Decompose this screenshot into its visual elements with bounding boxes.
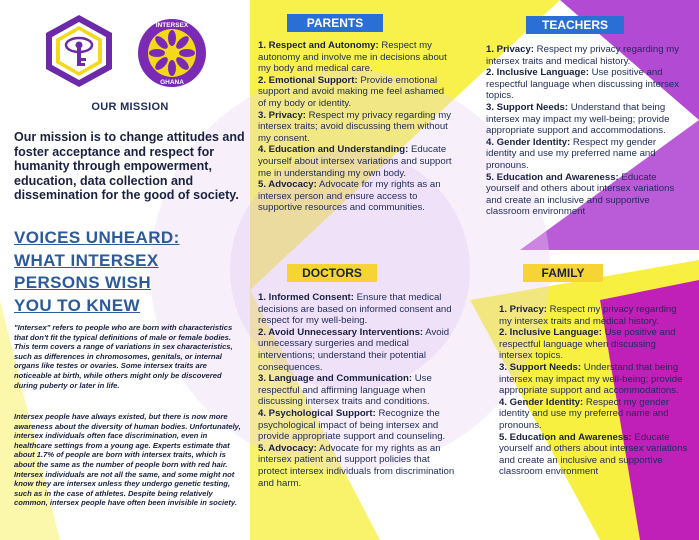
item-label: 5. Advocacy: [258,442,317,454]
list-item [258,373,458,408]
list-item [258,40,454,75]
item-label: 5. Education and Awareness: [499,431,632,443]
doctors-section [258,292,458,489]
item-text: Avoid unnecessary surgeries and medical interventions; understand their potential consequences. [258,326,450,373]
item-label: 5. Education and Awareness: [486,171,619,183]
item-text: Provide emotional support and avoid making me feel ashamed of my body or identity. [258,74,445,109]
list-item [486,67,686,102]
item-label: 1. Informed Consent: [258,292,354,303]
list-item [486,102,686,137]
item-text: Ensure that medical decisions are based on informed consent and respect for my well-being. [258,292,452,327]
list-item [499,432,689,478]
item-label: 4. Gender Identity: [486,136,571,148]
item-text: Use positive and respectful language when discussing intersex topics. [499,327,676,362]
list-item [499,397,689,432]
family-header: FAMILY [523,264,603,282]
list-item [258,179,454,214]
item-text: Respect my gender identity and use my preferred name and pronouns. [486,136,657,171]
sun-flower-seal-icon [137,18,207,88]
svg-text:GHANA: GHANA [160,79,184,86]
item-text: Understand that being intersex may impact my well-being; provide appropriate support and accommodations. [486,101,670,137]
item-text: Respect my privacy regarding my intersex traits; avoid discussing them without my consent. [258,109,452,144]
item-label: 2. Avoid Unnecessary Interventions: [258,326,424,338]
item-label: 1. Privacy: [486,44,535,55]
headline-line: YOU TO KNEW [14,295,140,315]
list-item [258,327,458,373]
item-label: 1. Privacy: [499,304,548,315]
list-item [499,327,689,362]
item-text: Respect my privacy regarding my intersex traits and medical history. [499,304,677,327]
item-text: Understand that being intersex may impact my well-being; provide appropriate support and accommodations. [499,361,683,397]
list-item [486,172,686,218]
list-item [258,75,454,110]
item-text: Use respectful and affirming language when discussing intersex traits and conditions. [258,373,432,408]
item-text: Advocate for my rights as an intersex patient and support policies that protect intersex individuals from discrimination and harm. [258,442,455,489]
item-label: 4. Psychological Support: [258,407,376,419]
list-item [258,292,458,327]
svg-text:INTERSEX: INTERSEX [155,22,189,29]
list-item [499,304,689,327]
list-item [258,144,454,179]
parents-section [258,40,454,214]
item-label: 3. Privacy: [258,109,307,121]
item-label: 5. Advocacy: [258,179,317,191]
mission-title: OUR MISSION [91,101,169,113]
headline-line: VOICES UNHEARD: [14,228,180,247]
doctors-header: DOCTORS [287,264,377,282]
item-label: 1. Respect and Autonomy: [258,40,379,51]
intro-paragraph-2: Intersex people have always existed, but there is now more awareness about the diversity of human bodies. Unfortunately, intersex individuals often face discrimination, even in healthcare settings from a young age. Experts estimate that about 1.7% of people are born with intersex traits, which is about the same as the number of people born with red hair. Intersex individuals are not all the same, and some might not know they are intersex unless they undergo genetic testing, such as in the case of athletes. Despite being relatively common, intersex people have often been invisible in society. [14,412,241,508]
item-text: Educate yourself and others about intersex variations and create an inclusive and supportive classroom environment [499,431,688,478]
item-text: Respect my privacy regarding my intersex traits and medical history. [486,44,680,67]
item-label: 4. Gender Identity: [499,396,584,408]
parents-header: PARENTS [287,14,383,32]
item-text: Recognize the psychological impact of being intersex and provide appropriate support and counseling. [258,407,446,443]
family-section [499,304,689,478]
headline-line: WHAT INTERSEX [14,250,159,270]
item-text: Educate yourself and others about intersex variations and create an inclusive and supportive classroom environment [486,171,675,218]
eye-key-icon [40,12,118,90]
mission-text: Our mission is to change attitudes and foster acceptance and respect for humanity through empowerment, education, data collection and dissemination for the good of society. [14,130,245,203]
item-label: 2. Inclusive Language: [486,67,589,79]
item-text: Respect my autonomy and involve me in decisions about my body and medical care. [258,40,447,75]
headline [14,227,254,317]
item-label: 3. Support Needs: [499,361,582,373]
teachers-section [486,44,686,218]
list-item [258,443,458,489]
list-item [486,137,686,172]
item-label: 3. Support Needs: [486,101,569,113]
headline-line: PERSONS WISH [14,273,152,292]
item-text: Educate yourself about intersex variations and support me in understanding my own body. [258,144,452,179]
teachers-header: TEACHERS [526,16,624,34]
list-item [486,44,686,67]
item-text: Respect my gender identity and use my preferred name and pronouns. [499,396,670,431]
item-label: 3. Language and Communication: [258,373,413,385]
item-label: 2. Inclusive Language: [499,327,602,339]
list-item [258,408,458,443]
intro-paragraph-1: "Intersex" refers to people who are born with characteristics that don't fit the typical definitions of male or female bodies. This term covers a range of variations in sex characteristics, such as differences in chromosomes, genitals, or internal organs like testes or ovaries. Some intersex traits are noticeable at birth, while others might only be discovered during puberty or later in life. [14,323,233,390]
item-text: Advocate for my rights as an intersex person and ensure access to supportive resources and communities. [258,179,441,214]
item-label: 4. Education and Understanding: [258,144,409,156]
list-item [258,110,454,145]
list-item [499,362,689,397]
item-text: Use positive and respectful language when discussing intersex topics. [486,67,680,102]
item-label: 2. Emotional Support: [258,74,358,86]
